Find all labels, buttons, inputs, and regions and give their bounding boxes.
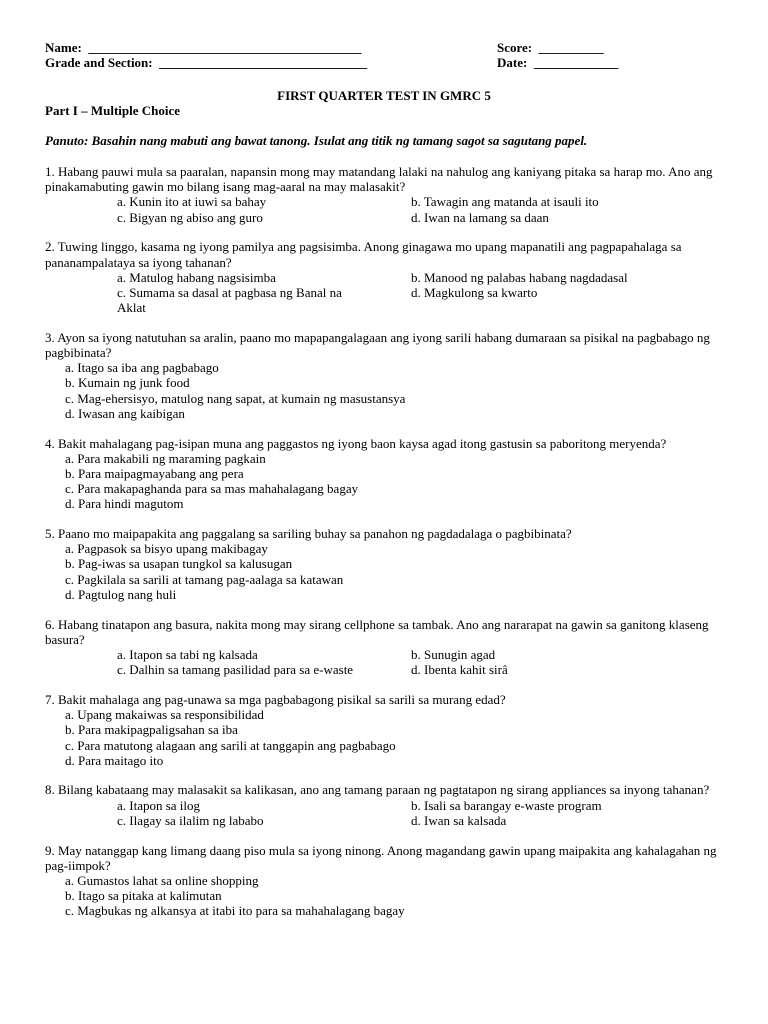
answer-option: c. Para matutong alagaan ang sarili at tanggapin ang pagbabago [65, 737, 396, 753]
answer-option: c. Magbukas ng alkansya at itabi ito para sa mahahalagang bagay [65, 903, 405, 919]
answer-option: a. Itago sa iba ang pagbabago [65, 360, 219, 376]
answer-option: c. Sumama sa dasal at pagbasa ng Banal na Aklat [117, 284, 342, 316]
answer-option: a. Itapon sa tabi ng kalsada [117, 646, 258, 662]
answer-option: d. Iwan sa kalsada [411, 812, 507, 828]
name-field: Name: __________________________________________ [45, 40, 362, 55]
answer-option: b. Para makipagpaligsahan sa iba [65, 722, 238, 738]
answer-option: a. Kunin ito at iuwi sa bahay [117, 194, 267, 210]
question-stem: 8. Bilang kabataang may malasakit sa kalikasan, ano ang tamang paraan ng pagtatapon ng sirang appliances sa inyong tahanan? [45, 782, 710, 798]
question-stem: 2. Tuwing linggo, kasama ng iyong pamilya ang pagsisimba. Anong ginagawa mo upang mapanatili ang pagpapahalaga sa pananampalataya sa iyong tahanan? [45, 239, 682, 270]
instructions: Panuto: Basahin nang mabuti ang bawat tanong. Isulat ang titik ng tamang sagot sa sagutang papel. [45, 133, 588, 148]
answer-options [65, 707, 725, 768]
answer-option: b. Pag-iwas sa usapan tungkol sa kalusugan [65, 556, 293, 572]
question-stem: 4. Bakit mahalagang pag-isipan muna ang paggastos ng iyong baon kaysa agad itong gastusin sa paboritong meryenda? [45, 435, 667, 451]
answer-option: a. Matulog habang nagsisimba [117, 269, 276, 285]
answer-option: b. Kumain ng junk food [65, 375, 190, 391]
score-field: Score: __________ [497, 40, 604, 55]
answer-option: c. Para makapaghanda para sa mas mahahalagang bagay [65, 481, 359, 497]
answer-option: a. Upang makaiwas sa responsibilidad [65, 707, 264, 723]
answer-options [65, 873, 725, 919]
answer-options [117, 270, 725, 316]
answer-option: d. Para maitago ito [65, 752, 164, 768]
answer-options [117, 194, 725, 224]
answer-option: b. Sunugin agad [411, 646, 496, 662]
answer-option: a. Itapon sa ilog [117, 797, 201, 813]
answer-option: b. Tawagin ang matanda at isauli ito [411, 194, 599, 210]
answer-option: b. Isali sa barangay e-waste program [411, 797, 602, 813]
question-9 [45, 843, 725, 919]
answer-option: c. Ilagay sa ilalim ng lababo [117, 812, 264, 828]
part-heading: Part I – Multiple Choice [45, 103, 181, 118]
answer-option: b. Para maipagmayabang ang pera [65, 465, 244, 481]
answer-option: d. Pagtulog nang huli [65, 586, 177, 602]
test-title: FIRST QUARTER TEST IN GMRC 5 [277, 88, 491, 103]
question-stem: 1. Habang pauwi mula sa paaralan, napansin mong may matandang lalaki na nahulog ang kaniyang pitaka sa harap mo. Ano ang pinakamabuting gawin mo bilang isang mag-aaral na may malasakit? [45, 164, 713, 195]
answer-options [65, 451, 725, 512]
question-stem: 7. Bakit mahalaga ang pag-unawa sa mga pagbabagong pisikal sa sarili sa murang edad? [45, 691, 506, 707]
question-6 [45, 617, 725, 678]
answer-option: d. Magkulong sa kwarto [411, 284, 538, 300]
question-4 [45, 436, 725, 512]
answer-option: d. Iwan na lamang sa daan [411, 209, 549, 225]
answer-option: b. Itago sa pitaka at kalimutan [65, 888, 222, 904]
answer-options [65, 360, 725, 421]
answer-option: d. Iwasan ang kaibigan [65, 405, 185, 421]
question-3 [45, 330, 725, 421]
answer-option: d. Para hindi magutom [65, 496, 184, 512]
answer-option: c. Pagkilala sa sarili at tamang pag-aalaga sa katawan [65, 571, 344, 587]
question-2 [45, 239, 725, 315]
question-1 [45, 164, 725, 225]
answer-options [65, 541, 725, 602]
question-5 [45, 526, 725, 602]
answer-options [117, 647, 725, 677]
question-stem: 9. May natanggap kang limang daang piso mula sa iyong ninong. Anong magandang gawin upang maipakita ang kahalagahan ng pag-iimpok? [45, 842, 717, 873]
answer-option: a. Para makabili ng maraming pagkain [65, 450, 266, 466]
question-list [45, 164, 725, 933]
question-stem: 5. Paano mo maipapakita ang paggalang sa sariling buhay sa panahon ng pagdadalaga o pagbibinata? [45, 526, 572, 542]
answer-option: a. Gumastos lahat sa online shopping [65, 872, 259, 888]
answer-option: c. Dalhin sa tamang pasilidad para sa e-waste [117, 662, 354, 678]
answer-options [117, 798, 725, 828]
answer-option: d. Ibenta kahit sirâ [411, 662, 508, 678]
answer-option: c. Bigyan ng abiso ang guro [117, 209, 263, 225]
answer-option: c. Mag-ehersisyo, matulog nang sapat, at kumain ng masustansya [65, 390, 406, 406]
question-8 [45, 782, 725, 828]
question-7 [45, 692, 725, 768]
date-field: Date: _____________ [497, 55, 619, 70]
question-stem: 6. Habang tinatapon ang basura, nakita mong may sirang cellphone sa tambak. Ano ang nararapat na gawin sa ganitong klaseng basura? [45, 616, 709, 647]
answer-option: a. Pagpasok sa bisyo upang makibagay [65, 541, 268, 557]
question-stem: 3. Ayon sa iyong natutuhan sa aralin, paano mo mapapangalagaan ang iyong sarili habang dumaraan sa pisikal na pagbabago ng pagbibinata? [45, 329, 710, 361]
grade-section-field: Grade and Section: ________________________________ [45, 55, 368, 70]
answer-option: b. Manood ng palabas habang nagdadasal [411, 269, 628, 285]
